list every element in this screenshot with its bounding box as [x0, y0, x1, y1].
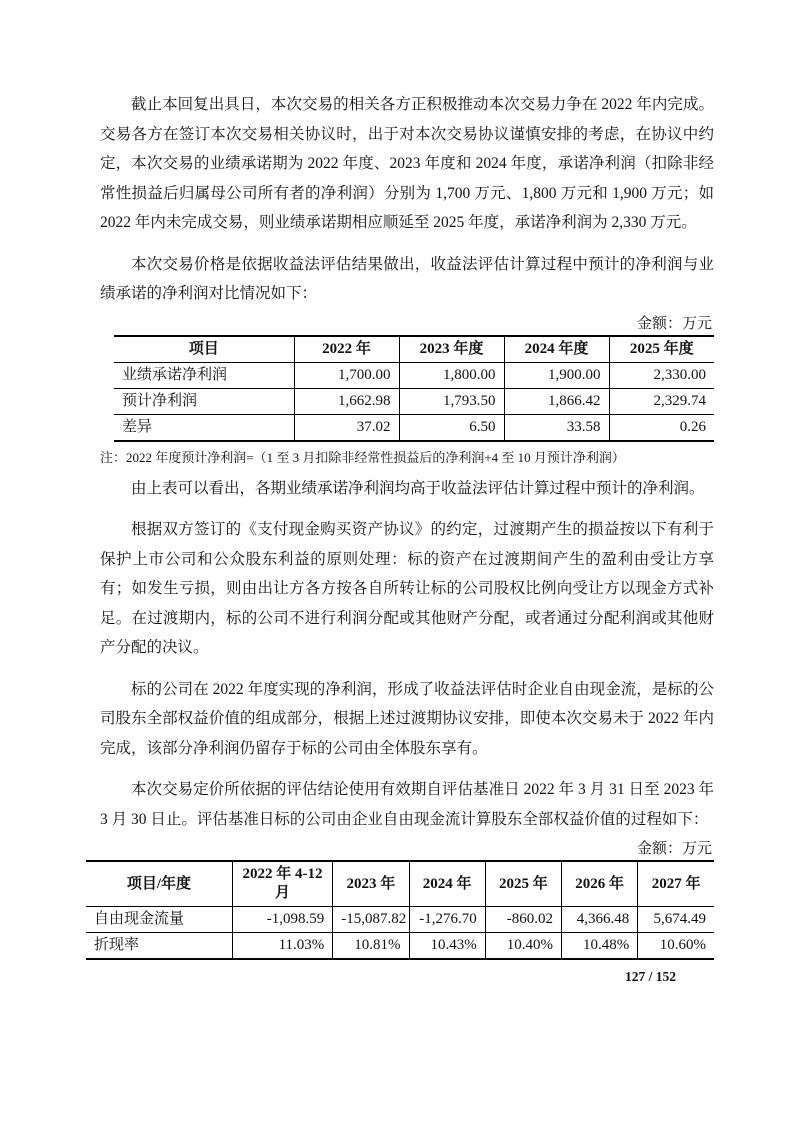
table-cell: 1,793.50 [399, 388, 504, 414]
table-row [86, 907, 714, 933]
table2-unit-label: 金额：万元 [636, 841, 712, 857]
table-header-cell: 2025 年 [485, 861, 561, 907]
table-cell: 1,662.98 [294, 388, 399, 414]
table-cell: 10.48% [561, 933, 637, 960]
table-cell: 1,700.00 [294, 362, 399, 388]
table-header-cell: 2026 年 [561, 861, 637, 907]
table-cell: 2,330.00 [609, 362, 714, 388]
row-label: 预计净利润 [114, 388, 294, 414]
table-cell: 1,800.00 [399, 362, 504, 388]
table-cell: 10.60% [638, 933, 714, 960]
table-cell: 33.58 [504, 414, 609, 441]
table-header-cell: 项目 [114, 336, 294, 363]
table-header-cell: 2023 年度 [399, 336, 504, 363]
table-header-cell: 2025 年度 [609, 336, 714, 363]
table-cell: -860.02 [485, 907, 561, 933]
table-cell: 0.26 [609, 414, 714, 441]
table-cell: 10.81% [333, 933, 409, 960]
table-header-cell: 项目/年度 [86, 861, 232, 907]
profit-comparison-table [114, 335, 714, 442]
paragraph-performance-commitment: 截止本回复出具日，本次交易的相关各方正积极推动本次交易力争在 2022 年内完成。交易各方在签订本次交易相关协议时，出于对本次交易协议谨慎安排的考虑，在协议中约定，本次交易的业绩承诺期为 2022 年度、2023 年度和 2024 年度，承诺净利润（扣除非经常性损益后归属母公司所有者的净利润）分别为 1,700 万元、1,800 万元和 1,900 万元；如 2022 年内未完成交易，则业绩承诺期相应顺延至 2025 年度，承诺净利润为 2,330 万元。 [100, 96, 714, 231]
table-row [86, 933, 714, 960]
table-cell: 11.03% [232, 933, 332, 960]
row-label: 业绩承诺净利润 [114, 362, 294, 388]
table-row [114, 414, 714, 441]
paragraph-profit-retention: 标的公司在 2022 年度实现的净利润，形成了收益法评估时企业自由现金流，是标的公司股东全部权益价值的组成部分，根据上述过渡期协议安排，即使本次交易未于 2022 年内完成，该部分净利润仍留存于标的公司由全体股东享有。 [100, 680, 714, 757]
table-cell: 5,674.49 [638, 907, 714, 933]
free-cash-flow-table [86, 860, 714, 960]
table-cell: 10.40% [485, 933, 561, 960]
table-cell: 4,366.48 [561, 907, 637, 933]
page-number: 127 / 152 [624, 969, 676, 984]
paragraph-valuation-validity: 本次交易定价所依据的评估结论使用有效期自评估基准日 2022 年 3 月 31 日至 2023 年 3 月 30 日止。评估基准日标的公司由企业自由现金流计算股东全部权益价值的过程如下： [100, 781, 714, 828]
table-cell: -1,276.70 [409, 907, 485, 933]
paragraph-conclusion: 由上表可以看出，各期业绩承诺净利润均高于收益法评估计算过程中预计的净利润。 [131, 479, 705, 497]
table1-note: 注：2022 年度预计净利润=（1 至 3 月扣除非经常性损益后的净利润+4 至 10 月预计净利润） [100, 449, 625, 465]
table-header-cell: 2022 年 4-12 月 [232, 861, 332, 907]
paragraph-price-basis: 本次交易价格是依据收益法评估结果做出，收益法评估计算过程中预计的净利润与业绩承诺的净利润对比情况如下： [100, 255, 714, 302]
table-cell: 1,900.00 [504, 362, 609, 388]
table-cell: 37.02 [294, 414, 399, 441]
table1-unit-label: 金额：万元 [636, 315, 712, 332]
table-cell: 2,329.74 [609, 388, 714, 414]
table-cell: 10.43% [409, 933, 485, 960]
table-header-row [86, 861, 714, 907]
table-row [114, 388, 714, 414]
row-label: 自由现金流量 [86, 907, 232, 933]
row-label: 差异 [122, 418, 153, 435]
row-label: 折现率 [94, 937, 140, 953]
table-header-cell: 2023 年 [333, 861, 409, 907]
table-header-cell: 2024 年度 [504, 336, 609, 363]
table-row [114, 362, 714, 388]
table-header-cell: 2022 年 [294, 336, 399, 363]
table-cell: -15,087.82 [333, 907, 409, 933]
paragraph-transition-period: 根据双方签订的《支付现金购买资产协议》的约定，过渡期产生的损益按以下有利于保护上市公司和公众股东利益的原则处理：标的资产在过渡期间产生的盈利由受让方享有；如发生亏损，则由出让方各方按各自所转让标的公司股权比例向受让方以现金方式补足。在过渡期内，标的公司不进行利润分配或其他财产分配，或者通过分配利润或其他财产分配的决议。 [100, 521, 714, 656]
table-header-cell: 2027 年 [638, 861, 714, 907]
table-header-cell: 2024 年 [409, 861, 485, 907]
table-cell: -1,098.59 [232, 907, 332, 933]
table-cell: 1,866.42 [504, 388, 609, 414]
table-cell: 6.50 [399, 414, 504, 441]
table-header-row [114, 336, 714, 363]
